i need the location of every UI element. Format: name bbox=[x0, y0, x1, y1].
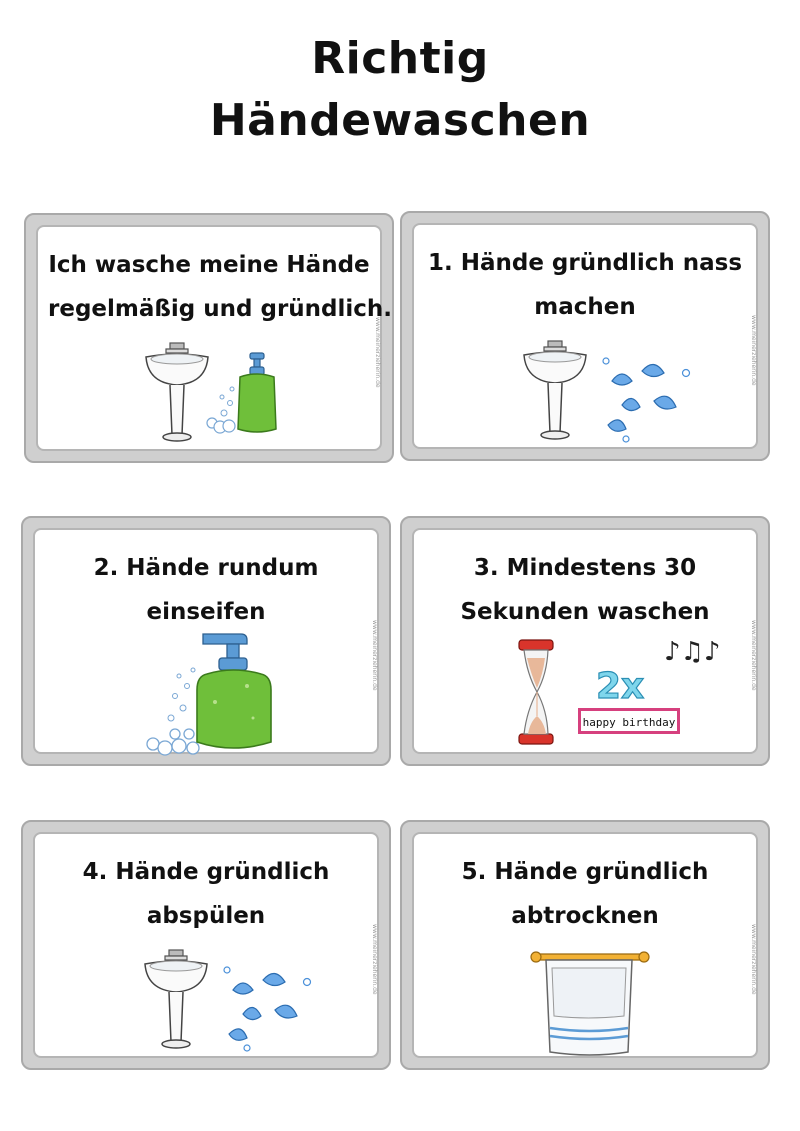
soap-dispenser-icon bbox=[135, 630, 285, 764]
card-step-1 bbox=[400, 211, 770, 461]
towel-icon bbox=[530, 946, 650, 1070]
card-panel bbox=[412, 528, 758, 754]
card-step-3 bbox=[400, 516, 770, 766]
caption-line: 2. Hände rundum bbox=[93, 555, 319, 581]
card-caption bbox=[48, 243, 393, 331]
song-banner bbox=[578, 708, 680, 734]
caption-line: Ich wasche meine Hände bbox=[48, 252, 370, 278]
card-caption bbox=[424, 546, 746, 634]
repeat-count-badge bbox=[594, 664, 664, 708]
card-step-2 bbox=[21, 516, 391, 766]
sink-icon bbox=[520, 337, 590, 451]
music-notes-glyph: ♪♫♪ bbox=[664, 637, 721, 667]
caption-line: einseifen bbox=[146, 599, 266, 625]
watermark: www.meinerzieherin.de bbox=[371, 619, 378, 691]
card-panel bbox=[412, 223, 758, 449]
card-panel bbox=[36, 225, 393, 451]
card-step-5 bbox=[400, 820, 770, 1070]
song-label: happy birthday bbox=[582, 716, 676, 729]
card-panel bbox=[33, 528, 379, 754]
caption-line: 4. Hände gründlich bbox=[82, 859, 330, 885]
card-intro bbox=[24, 213, 394, 463]
watermark: www.meinerzieherin.de bbox=[371, 923, 378, 995]
card-panel bbox=[412, 832, 758, 1058]
card-caption bbox=[424, 850, 746, 938]
water-drops-icon bbox=[598, 355, 694, 449]
card-caption bbox=[45, 546, 367, 634]
caption-line: abtrocknen bbox=[511, 903, 659, 929]
caption-line: 1. Hände gründlich nass bbox=[427, 250, 743, 276]
watermark: www.meinerzieherin.de bbox=[750, 314, 757, 386]
watermark: www.meinerzieherin.de bbox=[750, 619, 757, 691]
sink-icon bbox=[141, 946, 211, 1060]
caption-line: machen bbox=[534, 294, 636, 320]
caption-line: regelmäßig und gründlich. bbox=[48, 296, 393, 322]
card-caption bbox=[45, 850, 367, 938]
card-caption bbox=[424, 241, 746, 329]
card-panel bbox=[33, 832, 379, 1058]
soap-dispenser-icon bbox=[198, 349, 288, 443]
watermark: www.meinerzieherin.de bbox=[750, 923, 757, 995]
caption-line: Sekunden waschen bbox=[460, 599, 710, 625]
page-title bbox=[0, 28, 800, 152]
title-line-2: Händewaschen bbox=[209, 95, 591, 146]
repeat-count-label: 2x bbox=[596, 666, 645, 707]
water-drops-icon bbox=[219, 964, 315, 1058]
title-line-1: Richtig bbox=[311, 33, 489, 84]
watermark: www.meinerzieherin.de bbox=[374, 316, 381, 388]
caption-line: 3. Mindestens 30 bbox=[473, 555, 697, 581]
hourglass-icon bbox=[517, 638, 557, 752]
caption-line: 5. Hände gründlich bbox=[461, 859, 709, 885]
card-step-4 bbox=[21, 820, 391, 1070]
music-notes-icon bbox=[664, 630, 724, 674]
caption-line: abspülen bbox=[146, 903, 266, 929]
